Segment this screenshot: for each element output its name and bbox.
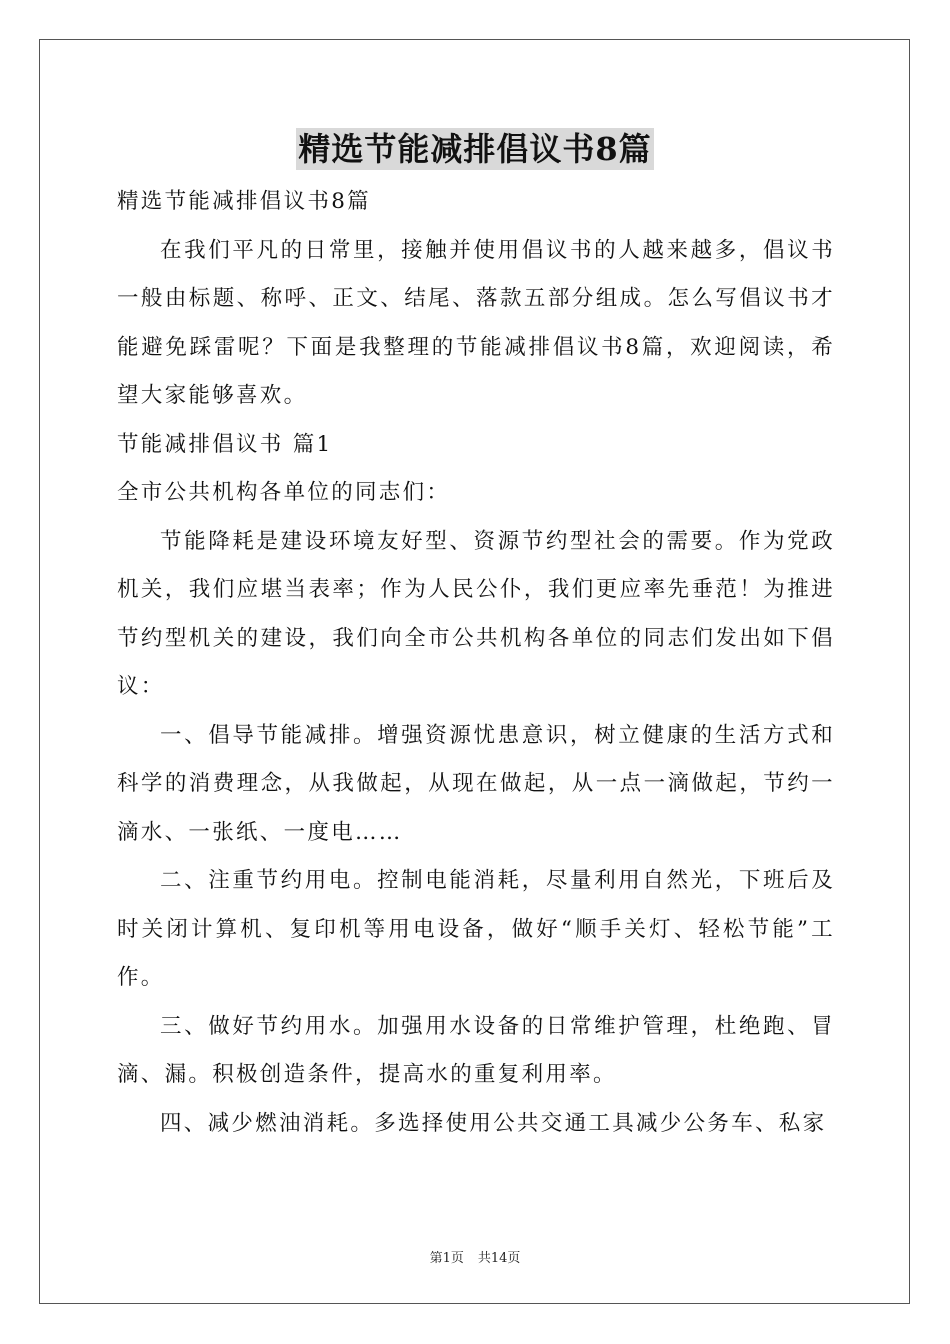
page-footer — [0, 1247, 950, 1266]
body-paragraph: 节能降耗是建设环境友好型、资源节约型社会的需要。作为党政机关，我们应堪当表率；作为人民公仆，我们更应率先垂范！为推进节约型机关的建设，我们向全市公共机构各单位的同志们发出如下倡议： — [117, 528, 835, 699]
subtitle-line: 精选节能减排倡议书8篇 — [117, 189, 371, 214]
section-heading: 节能减排倡议书 篇1 — [117, 431, 333, 457]
title-area — [0, 128, 950, 170]
body-paragraph: 三、做好节约用水。加强用水设备的日常维护管理，杜绝跑、冒滴、漏。积极创造条件，提高水的重复利用率。 — [117, 1013, 835, 1087]
page-total: 共14页 — [477, 1251, 521, 1266]
intro-paragraph: 在我们平凡的日常里，接触并使用倡议书的人越来越多，倡议书一般由标题、称呼、正文、结尾、落款五部分组成。怎么写倡议书才能避免踩雷呢？下面是我整理的节能减排倡议书8篇，欢迎阅读，希望大家能够喜欢。 — [117, 237, 835, 408]
body-paragraph: 二、注重节约用电。控制电能消耗，尽量利用自然光，下班后及时关闭计算机、复印机等用电设备，做好“顺手关灯、轻松节能”工作。 — [117, 868, 835, 990]
document-title: 精选节能减排倡议书8篇 — [298, 130, 652, 168]
body-paragraph: 一、倡导节能减排。增强资源忧患意识，树立健康的生活方式和科学的消费理念，从我做起，从现在做起，从一点一滴做起，节约一滴水、一张纸、一度电…… — [117, 722, 835, 845]
body-paragraph: 四、减少燃油消耗。多选择使用公共交通工具减少公务车、私家 — [160, 1110, 827, 1136]
document-body — [117, 178, 835, 1148]
page-number: 第1页 — [429, 1251, 464, 1266]
salutation: 全市公共机构各单位的同志们： — [117, 480, 451, 505]
